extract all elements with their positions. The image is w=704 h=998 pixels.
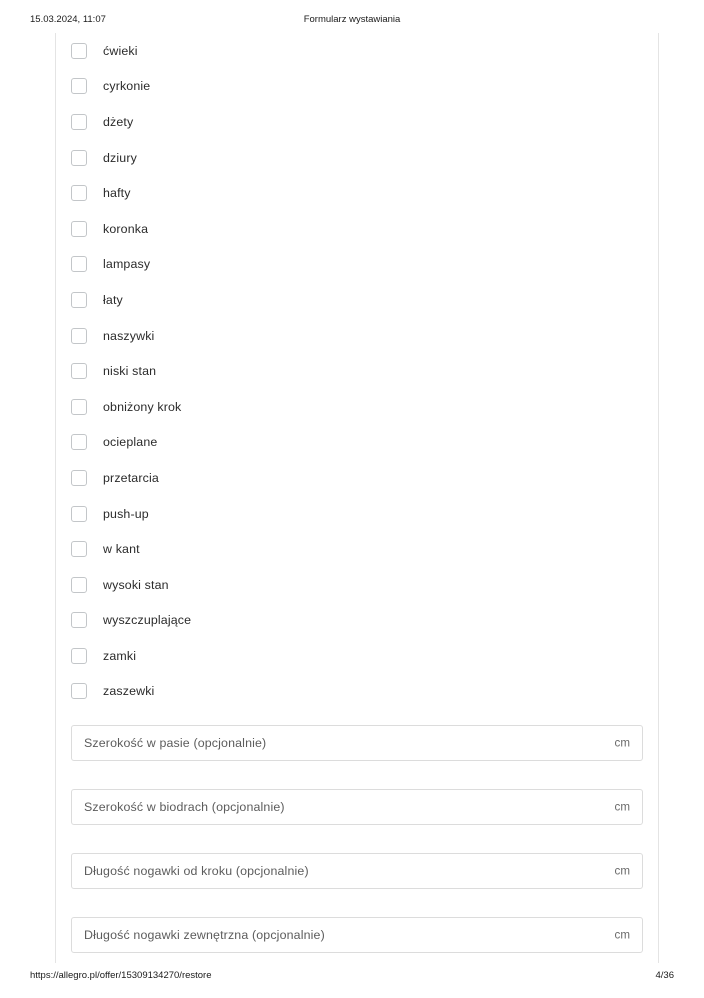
checkbox-item[interactable] (56, 638, 658, 674)
checkbox-label: zaszewki (103, 684, 155, 699)
checkbox-item[interactable] (56, 175, 658, 211)
checkbox-label: ocieplane (103, 435, 158, 450)
checkbox-icon[interactable] (71, 292, 87, 308)
measurement-fields (56, 725, 658, 963)
checkbox-icon[interactable] (71, 150, 87, 166)
checkbox-label: cyrkonie (103, 79, 151, 94)
hip-width-unit: cm (614, 800, 630, 814)
checkbox-icon[interactable] (71, 221, 87, 237)
checkbox-icon[interactable] (71, 114, 87, 130)
print-header (0, 14, 704, 28)
checkbox-item[interactable] (56, 567, 658, 603)
checkbox-label: wysoki stan (103, 577, 169, 592)
checkbox-label: dżety (103, 114, 134, 129)
checkbox-item[interactable] (56, 69, 658, 105)
checkbox-icon[interactable] (71, 470, 87, 486)
checkbox-item[interactable] (56, 140, 658, 176)
outseam-length-placeholder: Długość nogawki zewnętrzna (opcjonalnie) (84, 928, 325, 942)
checkbox-icon[interactable] (71, 541, 87, 557)
checkbox-icon[interactable] (71, 399, 87, 415)
checkbox-icon[interactable] (71, 256, 87, 272)
checkbox-icon[interactable] (71, 612, 87, 628)
checkbox-icon[interactable] (71, 78, 87, 94)
checkbox-item[interactable] (56, 389, 658, 425)
print-footer (0, 970, 704, 984)
outseam-length-field[interactable] (71, 917, 643, 953)
checkbox-icon[interactable] (71, 328, 87, 344)
inseam-length-field[interactable] (71, 853, 643, 889)
print-title: Formularz wystawiania (303, 14, 401, 25)
checkbox-label: naszywki (103, 328, 155, 343)
print-date: 15.03.2024, 11:07 (30, 14, 106, 25)
checkbox-label: hafty (103, 186, 131, 201)
checkbox-item[interactable] (56, 318, 658, 354)
checkbox-icon[interactable] (71, 506, 87, 522)
checkbox-label: lampasy (103, 257, 151, 272)
checkbox-item[interactable] (56, 211, 658, 247)
footer-page-number: 4/36 (655, 970, 674, 981)
footer-url: https://allegro.pl/offer/15309134270/restore (30, 970, 212, 981)
checkbox-icon[interactable] (71, 648, 87, 664)
checkbox-label: zamki (103, 648, 137, 663)
checkbox-icon[interactable] (71, 434, 87, 450)
checkbox-item[interactable] (56, 425, 658, 461)
checkbox-label: niski stan (103, 364, 157, 379)
checkbox-label: dziury (103, 150, 137, 165)
checkbox-item[interactable] (56, 460, 658, 496)
checkbox-icon[interactable] (71, 363, 87, 379)
waist-width-placeholder: Szerokość w pasie (opcjonalnie) (84, 736, 267, 750)
checkbox-item[interactable] (56, 531, 658, 567)
checkbox-label: koronka (103, 221, 149, 236)
checkbox-item[interactable] (56, 603, 658, 639)
waist-width-field[interactable] (71, 725, 643, 761)
checkbox-label: łaty (103, 292, 123, 307)
checkbox-label: w kant (103, 542, 140, 557)
checkbox-label: wyszczuplające (103, 613, 192, 628)
hip-width-placeholder: Szerokość w biodrach (opcjonalnie) (84, 800, 285, 814)
checkbox-item[interactable] (56, 496, 658, 532)
checkbox-item[interactable] (56, 104, 658, 140)
checkbox-icon[interactable] (71, 577, 87, 593)
checkbox-item[interactable] (56, 353, 658, 389)
inseam-length-placeholder: Długość nogawki od kroku (opcjonalnie) (84, 864, 309, 878)
checkbox-icon[interactable] (71, 43, 87, 59)
checkbox-item[interactable] (56, 282, 658, 318)
checkbox-icon[interactable] (71, 683, 87, 699)
waist-width-unit: cm (614, 736, 630, 750)
checkbox-label: przetarcia (103, 470, 159, 485)
checkbox-item[interactable] (56, 247, 658, 283)
inseam-length-unit: cm (614, 864, 630, 878)
checkbox-group (56, 33, 658, 709)
checkbox-item[interactable] (56, 674, 658, 710)
checkbox-icon[interactable] (71, 185, 87, 201)
form-content (56, 33, 658, 963)
checkbox-label: push-up (103, 506, 149, 521)
checkbox-label: obniżony krok (103, 399, 182, 414)
checkbox-label: ćwieki (103, 43, 138, 58)
checkbox-item[interactable] (56, 33, 658, 69)
outseam-length-unit: cm (614, 928, 630, 942)
hip-width-field[interactable] (71, 789, 643, 825)
